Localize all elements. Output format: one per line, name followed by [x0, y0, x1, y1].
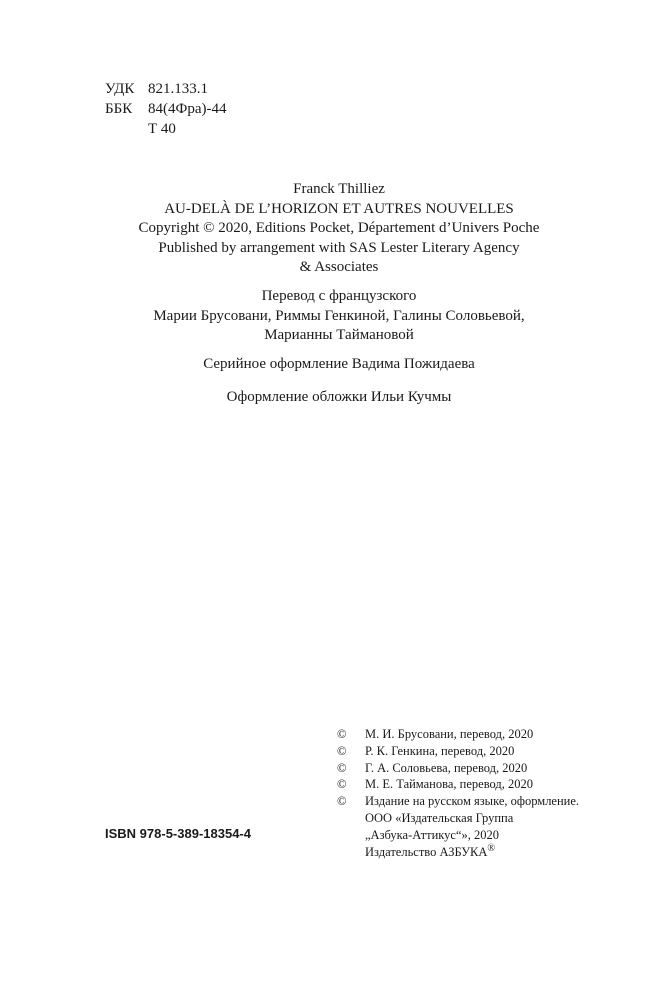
copyright-sign: ©	[337, 777, 347, 792]
isbn: ISBN 978-5-389-18354-4	[105, 826, 251, 841]
copyright-line	[337, 760, 579, 777]
copyright-sign: ©	[337, 743, 347, 758]
classification-codes	[105, 79, 227, 139]
author-mark-row	[105, 119, 227, 139]
original-author: Franck Thilliez	[293, 181, 385, 197]
bbk-label: ББК	[105, 101, 133, 117]
udk-value: 821.133.1	[148, 81, 208, 97]
publisher-line-2: „Азбука-Аттикус“», 2020	[365, 827, 500, 842]
cover-design-text: Оформление обложки Ильи Кучмы	[226, 389, 452, 405]
arrangement-line-1: Published by arrangement with SAS Lester Literary Agency	[158, 239, 520, 256]
udk-row	[105, 79, 227, 99]
copyright-sign: ©	[337, 760, 347, 775]
udk-label: УДК	[105, 81, 135, 97]
publisher-line-1: ООО «Издательская Группа	[365, 810, 514, 825]
copyright-line	[337, 793, 579, 810]
author-mark: Т 40	[148, 121, 176, 137]
copyright-line	[337, 776, 579, 793]
bbk-value: 84(4Фра)-44	[148, 101, 227, 117]
publisher-line-3	[337, 844, 579, 861]
copyright-text: Г. А. Соловьева, перевод, 2020	[365, 760, 528, 775]
original-edition-credits	[70, 180, 608, 278]
copyright-line	[337, 726, 579, 743]
original-copyright: Copyright © 2020, Editions Pocket, Département d’Univers Poche	[138, 220, 540, 236]
translation-line-2: Марии Брусовани, Риммы Генкиной, Галины Соловьевой,	[153, 307, 525, 324]
translation-line-1: Перевод с французского	[261, 288, 417, 304]
arrangement-line-2: & Associates	[299, 259, 379, 275]
copyright-line	[337, 743, 579, 760]
bbk-row	[105, 99, 227, 119]
translation-line-3: Марианны Таймановой	[264, 327, 414, 343]
copyright-text: Издание на русском языке, оформление.	[365, 794, 580, 809]
registered-mark: ®	[487, 842, 496, 854]
translation-credits	[70, 287, 608, 346]
copyright-text: Р. К. Генкина, перевод, 2020	[365, 743, 515, 758]
series-design-credit	[70, 355, 608, 375]
copyright-sign: ©	[337, 727, 347, 741]
copyright-sign: ©	[337, 794, 347, 809]
series-design-text: Серийное оформление Вадима Пожидаева	[203, 356, 475, 372]
copyright-block	[337, 726, 579, 860]
copyright-text: М. И. Брусовани, перевод, 2020	[365, 727, 534, 741]
copyright-text: М. Е. Тайманова, перевод, 2020	[365, 777, 534, 792]
original-title: AU-DELÀ DE L’HORIZON ET AUTRES NOUVELLES	[164, 200, 514, 217]
cover-design-credit	[70, 388, 608, 408]
publisher-name: Издательство АЗБУКА	[365, 844, 488, 859]
